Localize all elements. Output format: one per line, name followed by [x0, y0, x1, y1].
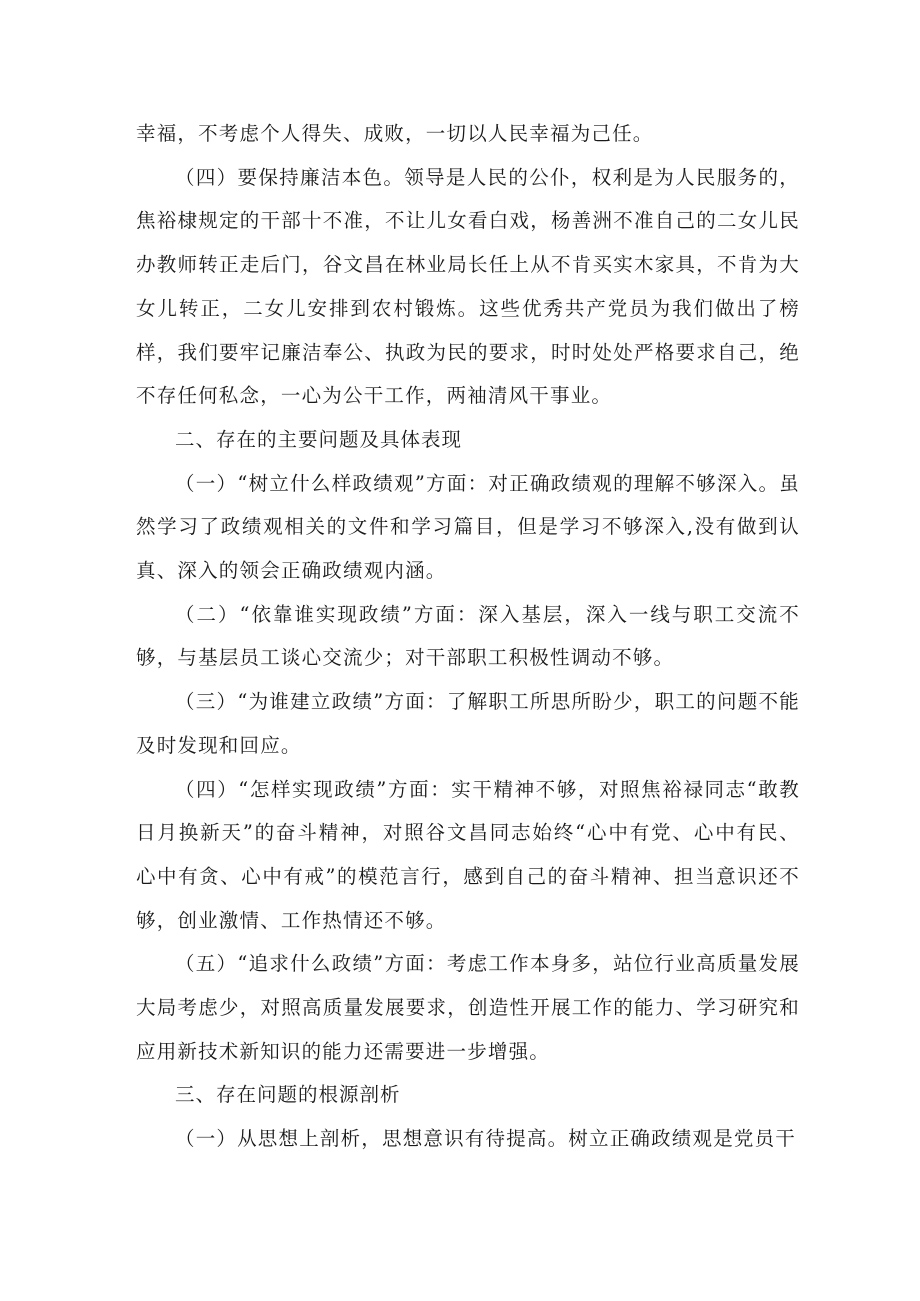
paragraph-integrity: （四）要保持廉洁本色。领导是人民的公仆，权利是为人民服务的，焦裕棣规定的干部十不准，不让儿女看白戏，杨善洲不准自己的二女儿民办教师转正走后门，谷文昌在林业局长任上从不肯买实木家具，不肯为大女儿转正，二女儿安排到农村锻炼。这些优秀共产党员为我们做出了榜样，我们要牢记廉洁奉公、执政为民的要求，时时处处严格要求自己，绝不存任何私念，一心为公干工作，两袖清风干事业。	[136, 165, 800, 408]
section-heading-problems: 二、存在的主要问题及具体表现	[175, 427, 463, 451]
paragraph-problem-1: （一）“树立什么样政绩观”方面：对正确政绩观的理解不够深入。虽然学习了政绩观相关的文件和学习篇目，但是学习不够深入,没有做到认真、深入的领会正确政绩观内涵。	[136, 471, 800, 583]
paragraph-problem-3: （三）“为谁建立政绩”方面：了解职工所思所盼少，职工的问题不能及时发现和回应。	[136, 690, 800, 757]
paragraph-problem-4: （四）“怎样实现政绩”方面：实干精神不够，对照焦裕禄同志“敢教日月换新天”的奋斗精神，对照谷文昌同志始终“心中有党、心中有民、心中有贪、心中有戒”的模范言行，感到自己的奋斗精神、担当意识还不够，创业激情、工作热情还不够。	[136, 777, 800, 932]
paragraph-cause-1: （一）从思想上剖析，思想意识有待提高。树立正确政绩观是党员干	[175, 1127, 797, 1151]
paragraph-problem-2: （二）“依靠谁实现政绩”方面：深入基层，深入一线与职工交流不够，与基层员工谈心交流少；对干部职工积极性调动不够。	[136, 602, 800, 670]
section-heading-root-causes: 三、存在问题的根源剖析	[175, 1083, 401, 1107]
document-body	[136, 112, 800, 1161]
paragraph-continuation: 幸福，不考虑个人得失、成败，一切以人民幸福为己任。	[136, 122, 654, 145]
paragraph-problem-5: （五）“追求什么政绩”方面：考虑工作本身多，站位行业高质量发展大局考虑少，对照高质量发展要求，创造性开展工作的能力、学习研究和应用新技术新知识的能力还需要进一步增强。	[136, 952, 800, 1063]
